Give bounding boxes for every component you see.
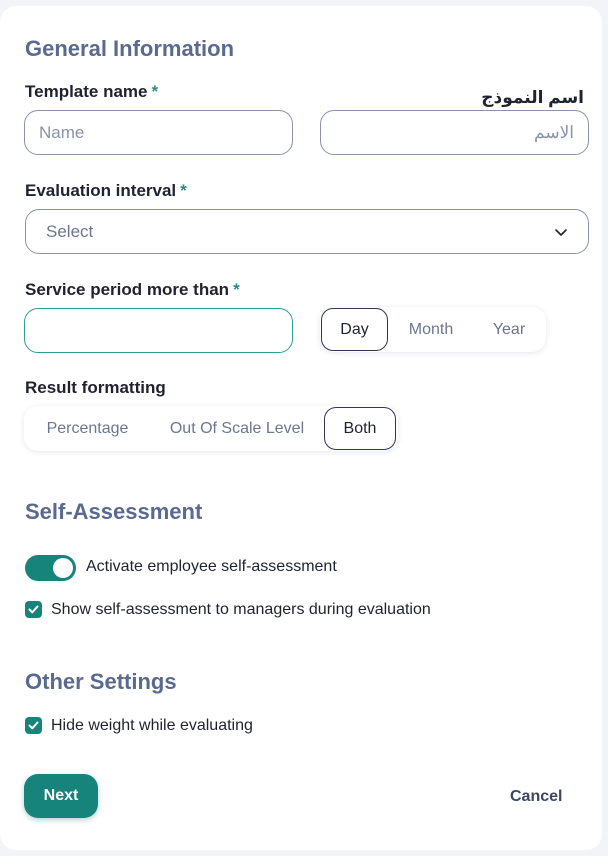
show-managers-label: Show self-assessment to managers during evaluation [51,601,431,618]
period-unit-switch [320,307,546,352]
self-assessment-toggle[interactable] [25,555,76,581]
hide-weight-checkbox[interactable] [25,717,42,734]
section-title-self-assessment: Self-Assessment [25,499,203,524]
evaluation-interval-value: Select [46,221,94,241]
required-mark: * [233,280,240,299]
required-mark: * [180,181,187,200]
settings-card [0,6,602,850]
hide-weight-label: Hide weight while evaluating [51,717,253,734]
result-format-scale-level[interactable]: Out Of Scale Level [169,419,305,437]
template-name-label-text: Template name [25,82,148,101]
evaluation-interval-label [25,181,187,201]
chevron-down-icon [554,225,568,239]
required-mark: * [151,82,159,101]
evaluation-interval-select[interactable] [25,209,589,254]
next-button[interactable]: Next [24,774,98,818]
period-unit-year[interactable]: Year [492,320,526,338]
template-name-label [25,82,158,102]
result-formatting-label: Result formatting [25,378,166,397]
check-icon [28,604,39,615]
result-format-percentage[interactable]: Percentage [46,419,129,437]
cancel-button[interactable]: Cancel [510,788,563,805]
template-name-input[interactable] [24,110,293,155]
service-period-label [25,280,240,300]
service-period-input[interactable] [24,308,293,353]
result-format-switch [24,406,398,451]
check-icon [28,720,39,731]
result-format-both[interactable]: Both [324,407,396,450]
service-period-label-text: Service period more than [25,280,230,299]
section-title-other-settings: Other Settings [25,669,177,694]
template-name-ar-label: اسم النموذج [481,88,584,107]
period-unit-day[interactable]: Day [321,308,388,351]
section-title-general: General Information [25,36,235,61]
template-name-ar-input[interactable] [320,110,589,155]
toggle-knob [53,558,73,578]
evaluation-interval-label-text: Evaluation interval [25,181,177,200]
show-managers-checkbox[interactable] [25,601,42,618]
activate-self-assessment-label: Activate employee self-assessment [86,558,337,575]
period-unit-month[interactable]: Month [408,320,454,338]
